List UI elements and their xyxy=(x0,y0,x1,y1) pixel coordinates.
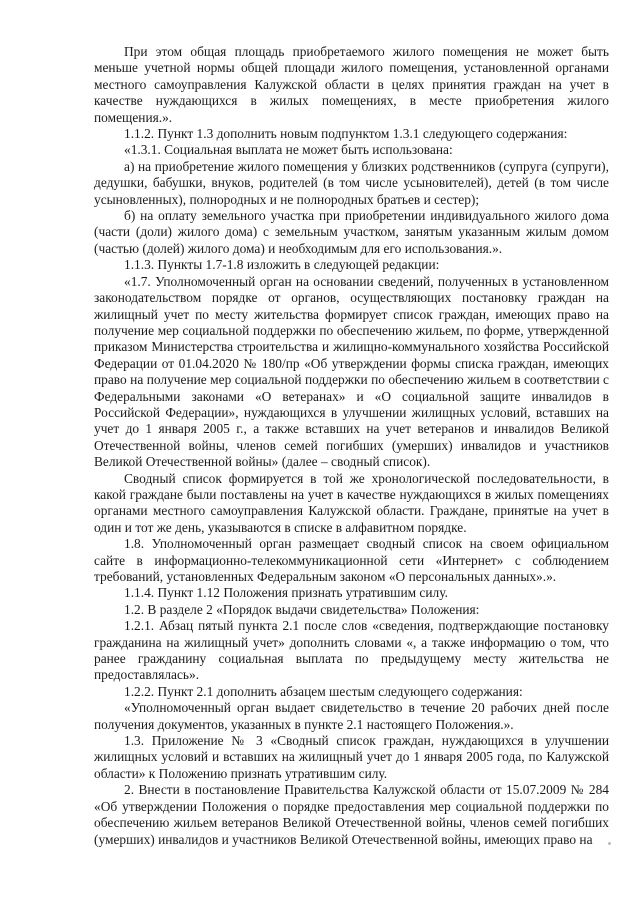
paragraph-item-b: б) на оплату земельного участка при приобретении индивидуального жилого дома (части (доли) жилого дома) с земельным участком, занятым указанным жилым домом (частью (долей) жилого дома) и необходимым для его использования.». xyxy=(94,208,609,256)
paragraph-1-2-2: 1.2.2. Пункт 2.1 дополнить абзацем шестым следующего содержания: xyxy=(124,683,523,699)
paragraph-item-a: а) на приобретение жилого помещения у близких родственников (супруга (супруги), дедушки, бабушки, внуков, родителей (в том числе усыновителей), детей (в том числе усыновленных), полнородных и не полнородных братьев и сестер); xyxy=(94,158,609,207)
paragraph-area-condition: При этом общая площадь приобретаемого жилого помещения не может быть меньше учетной нормы общей площади жилого помещения, установленной органами местного самоуправления Калужской области в целях принятия граждан на учет в качестве нуждающихся в жилых помещениях, в месте приобретения жилого помещения.». xyxy=(94,44,609,125)
document-body xyxy=(94,44,609,848)
paragraph-summary-list: Сводный список формируется в той же хронологической последовательности, в какой граждане были поставлены на учет в качестве нуждающихся в жилых помещениях органами местного самоуправления Калужской области. Граждане, принятые на учет в один и тот же день, указываются в списке в алфавитном порядке. xyxy=(94,470,609,535)
paragraph-2: 2. Внести в постановление Правительства Калужской области от 15.07.2009 № 284 «Об утверждении Положения о порядке предоставления мер социальной поддержки по обеспечению жильем ветеранов Великой Отечественной войны, членов семей погибших (умерших) инвалидов и участников Великой Отечественной войны, имеющих право на xyxy=(94,782,609,847)
paragraph-1-2: 1.2. В разделе 2 «Порядок выдачи свидетельства» Положения: xyxy=(124,601,480,617)
paragraph-1-3-1: «1.3.1. Социальная выплата не может быть использована: xyxy=(124,142,453,158)
scan-speck xyxy=(608,842,611,845)
paragraph-1-3: 1.3. Приложение № 3 «Сводный список граждан, нуждающихся в улучшении жилищных условий и вставших на жилищный учет до 1 января 2005 года, по Калужской области» к Положению признать утратившим силу. xyxy=(94,733,609,781)
paragraph-1-1-2: 1.1.2. Пункт 1.3 дополнить новым подпунктом 1.3.1 следующего содержания: xyxy=(124,126,568,142)
paragraph-1-1-4: 1.1.4. Пункт 1.12 Положения признать утратившим силу. xyxy=(124,585,448,601)
paragraph-1-1-3: 1.1.3. Пункты 1.7-1.8 изложить в следующей редакции: xyxy=(124,257,440,273)
paragraph-1-8: 1.8. Уполномоченный орган размещает сводный список на своем официальном сайте в информационно-телекоммуникационной сети «Интернет» с соблюдением требований, установленных Федеральным законом «О персональных данных».». xyxy=(94,536,609,584)
paragraph-1-2-1: 1.2.1. Абзац пятый пункта 2.1 после слов «сведения, подтверждающие постановку гражданина на жилищный учет» дополнить словами «, а также информацию о том, что ранее гражданину социальная выплата по предыдущему месту жительства не предоставлялась». xyxy=(94,618,609,683)
paragraph-1-7: «1.7. Уполномоченный орган на основании сведений, полученных в установленном законодательством порядке от органов, осуществляющих постановку граждан на жилищный учет по месту жительства формирует список граждан, имеющих право на получение мер социальной поддержки по обеспечению жильем, по форме, утвержденной приказом Министерства строительства и жилищно-коммунального хозяйства Российской Федерации от 01.04.2020 № 180/пр «Об утверждении формы списка граждан, имеющих право на получение мер социальной поддержки по обеспечению жильем в соответствии с Федеральными законами «О ветеранах» и «О социальной защите инвалидов в Российской Федерации», нуждающихся в улучшении жилищных условий, вставших на учет до 1 января 2005 г., а также вставших на учет ветеранов и инвалидов Великой Отечественной войны, членов семей погибших (умерших) инвалидов и участников Великой Отечественной войны» (далее – сводный список). xyxy=(94,273,609,470)
paragraph-sixth-clause: «Уполномоченный орган выдает свидетельство в течение 20 рабочих дней после получения документов, указанных в пункте 2.1 настоящего Положения.». xyxy=(94,700,609,732)
